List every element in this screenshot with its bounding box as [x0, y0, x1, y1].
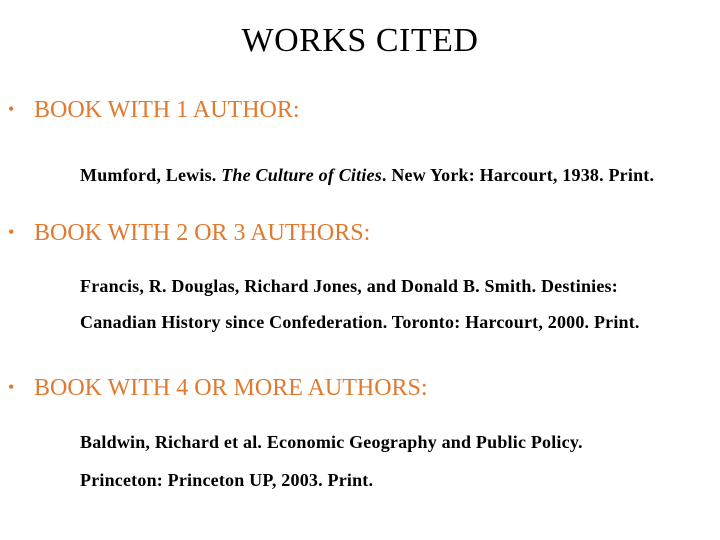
- citation-line: [80, 163, 654, 187]
- bullet: •: [8, 222, 15, 242]
- citation-line: Francis, R. Douglas, Richard Jones, and Donald B. Smith. Destinies:: [80, 276, 618, 296]
- citation-line: Canadian History since Confederation. Toronto: Harcourt, 2000. Print.: [80, 312, 640, 332]
- citation-line: Princeton: Princeton UP, 2003. Print.: [80, 470, 374, 490]
- bullet: •: [8, 377, 15, 397]
- citation-title: The Culture of Cities: [221, 165, 382, 185]
- section-heading-4-more-authors: [8, 372, 428, 403]
- section-heading-1-author: [8, 94, 300, 125]
- citation-line: Baldwin, Richard et al. Economic Geography and Public Policy.: [80, 432, 583, 452]
- bullet: •: [8, 99, 15, 119]
- citation-publication: . New York: Harcourt, 1938. Print.: [381, 165, 655, 185]
- page-title: WORKS CITED: [241, 22, 479, 59]
- heading-label: BOOK WITH 2 OR 3 AUTHORS:: [34, 220, 371, 246]
- citation-author: Mumford, Lewis.: [80, 165, 222, 185]
- heading-label: BOOK WITH 1 AUTHOR:: [34, 97, 300, 123]
- heading-label: BOOK WITH 4 OR MORE AUTHORS:: [34, 375, 428, 401]
- section-heading-2-3-authors: [8, 217, 370, 248]
